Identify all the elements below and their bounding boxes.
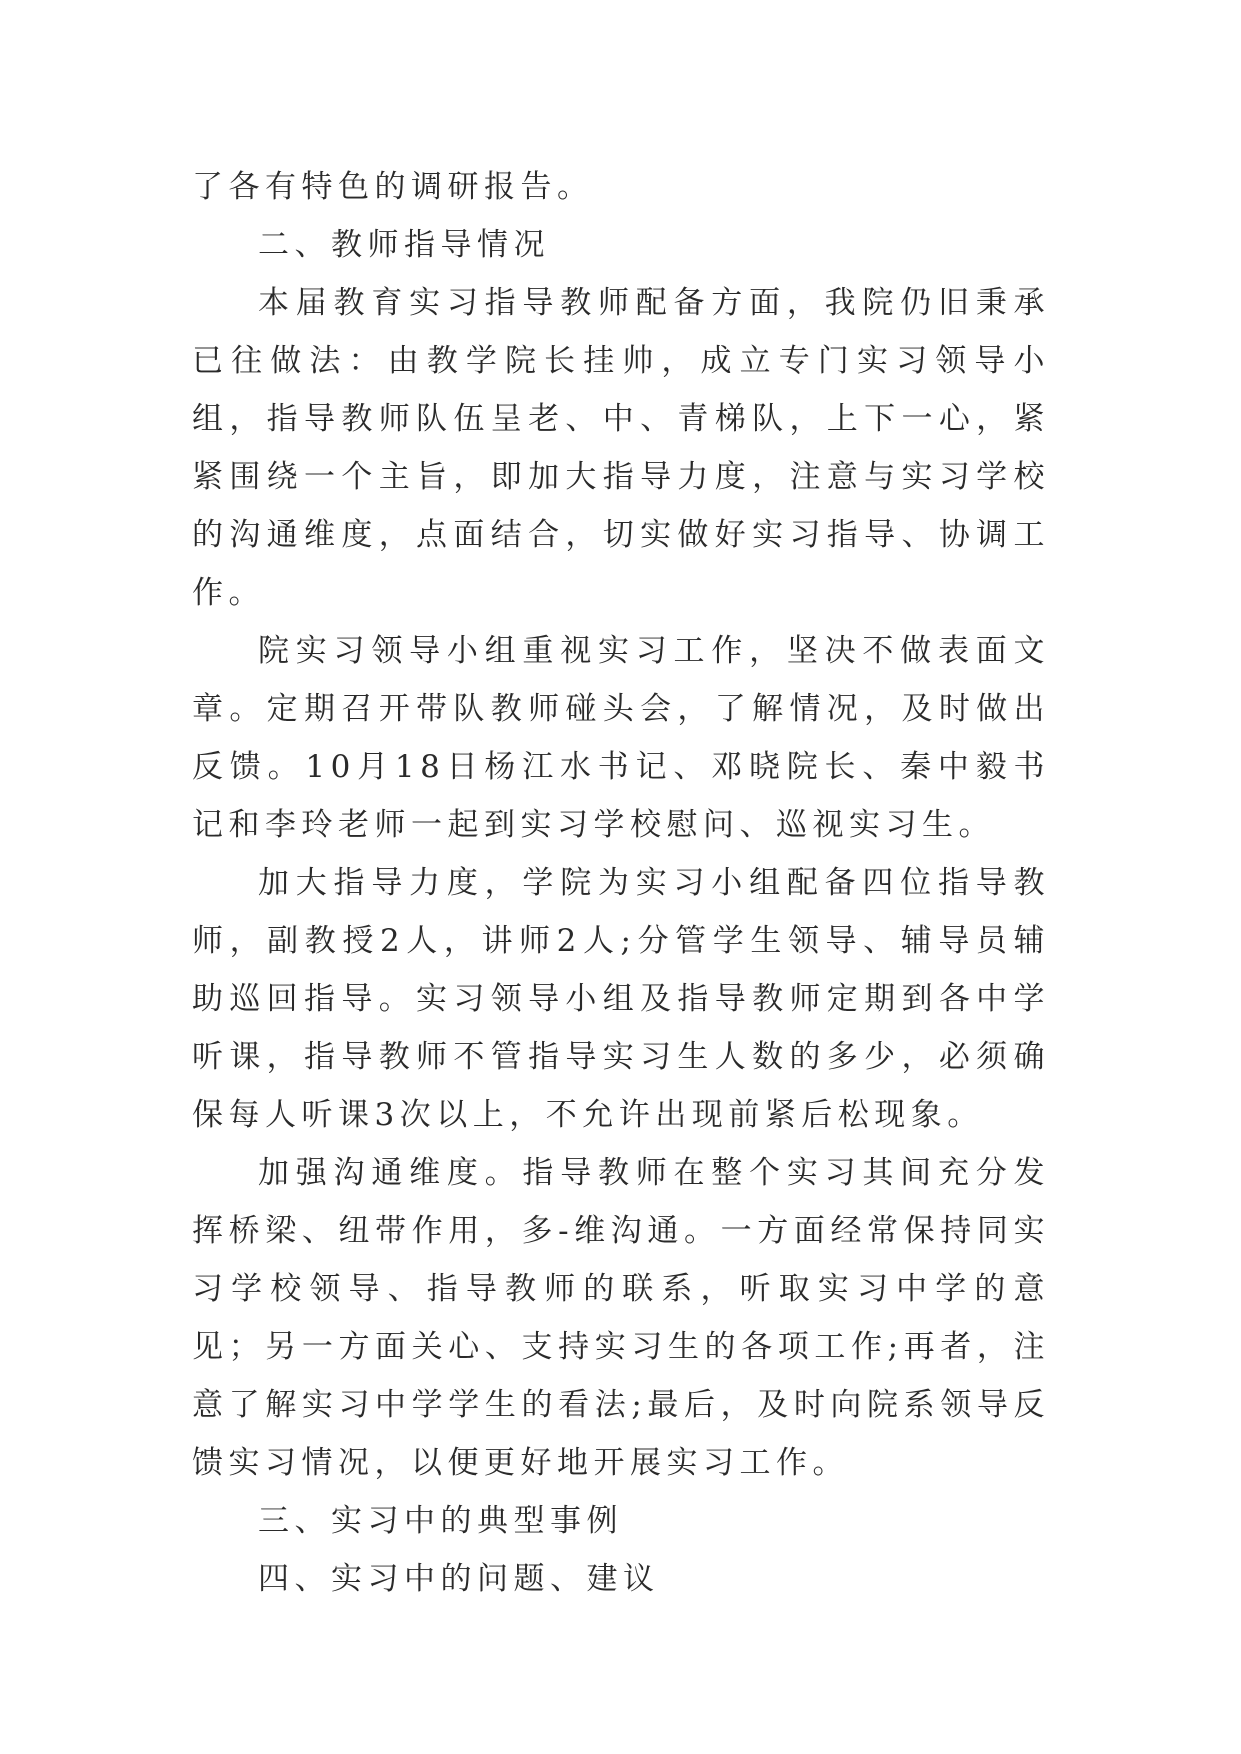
paragraph-communication: 加强沟通维度。指导教师在整个实习其间充分发挥桥梁、纽带作用，多-维沟通。一方面经常保持同实习学校领导、指导教师的联系，听取实习中学的意见；另一方面关心、支持实习生的各项工作;再者，注意了解实习中学学生的看法;最后，及时向院系领导反馈实习情况，以便更好地开展实习工作。 xyxy=(192,1155,1050,1481)
document-body xyxy=(192,158,1050,1608)
section-heading-typical-cases: 三、实习中的典型事例 xyxy=(258,1503,623,1539)
paragraph-guidance-strength: 加大指导力度，学院为实习小组配备四位指导教师，副教授2人，讲师2人;分管学生领导、辅导员辅助巡回指导。实习领导小组及指导教师定期到各中学听课，指导教师不管指导实习生人数的多少，必须确保每人听课3次以上，不允许出现前紧后松现象。 xyxy=(192,865,1050,1133)
paragraph-teacher-allocation: 本届教育实习指导教师配备方面，我院仍旧秉承已往做法：由教学院长挂帅，成立专门实习领导小组，指导教师队伍呈老、中、青梯队，上下一心，紧紧围绕一个主旨，即加大指导力度，注意与实习学校的沟通维度，点面结合，切实做好实习指导、协调工作。 xyxy=(192,285,1050,611)
paragraph-continuation: 了各有特色的调研报告。 xyxy=(192,169,594,205)
paragraph-leadership-group: 院实习领导小组重视实习工作，坚决不做表面文章。定期召开带队教师碰头会，了解情况，及时做出反馈。10月18日杨江水书记、邓晓院长、秦中毅书记和李玲老师一起到实习学校慰问、巡视实习生。 xyxy=(192,633,1050,843)
section-heading-teacher-guidance: 二、教师指导情况 xyxy=(258,227,550,263)
section-heading-problems-suggestions: 四、实习中的问题、建议 xyxy=(258,1561,660,1597)
